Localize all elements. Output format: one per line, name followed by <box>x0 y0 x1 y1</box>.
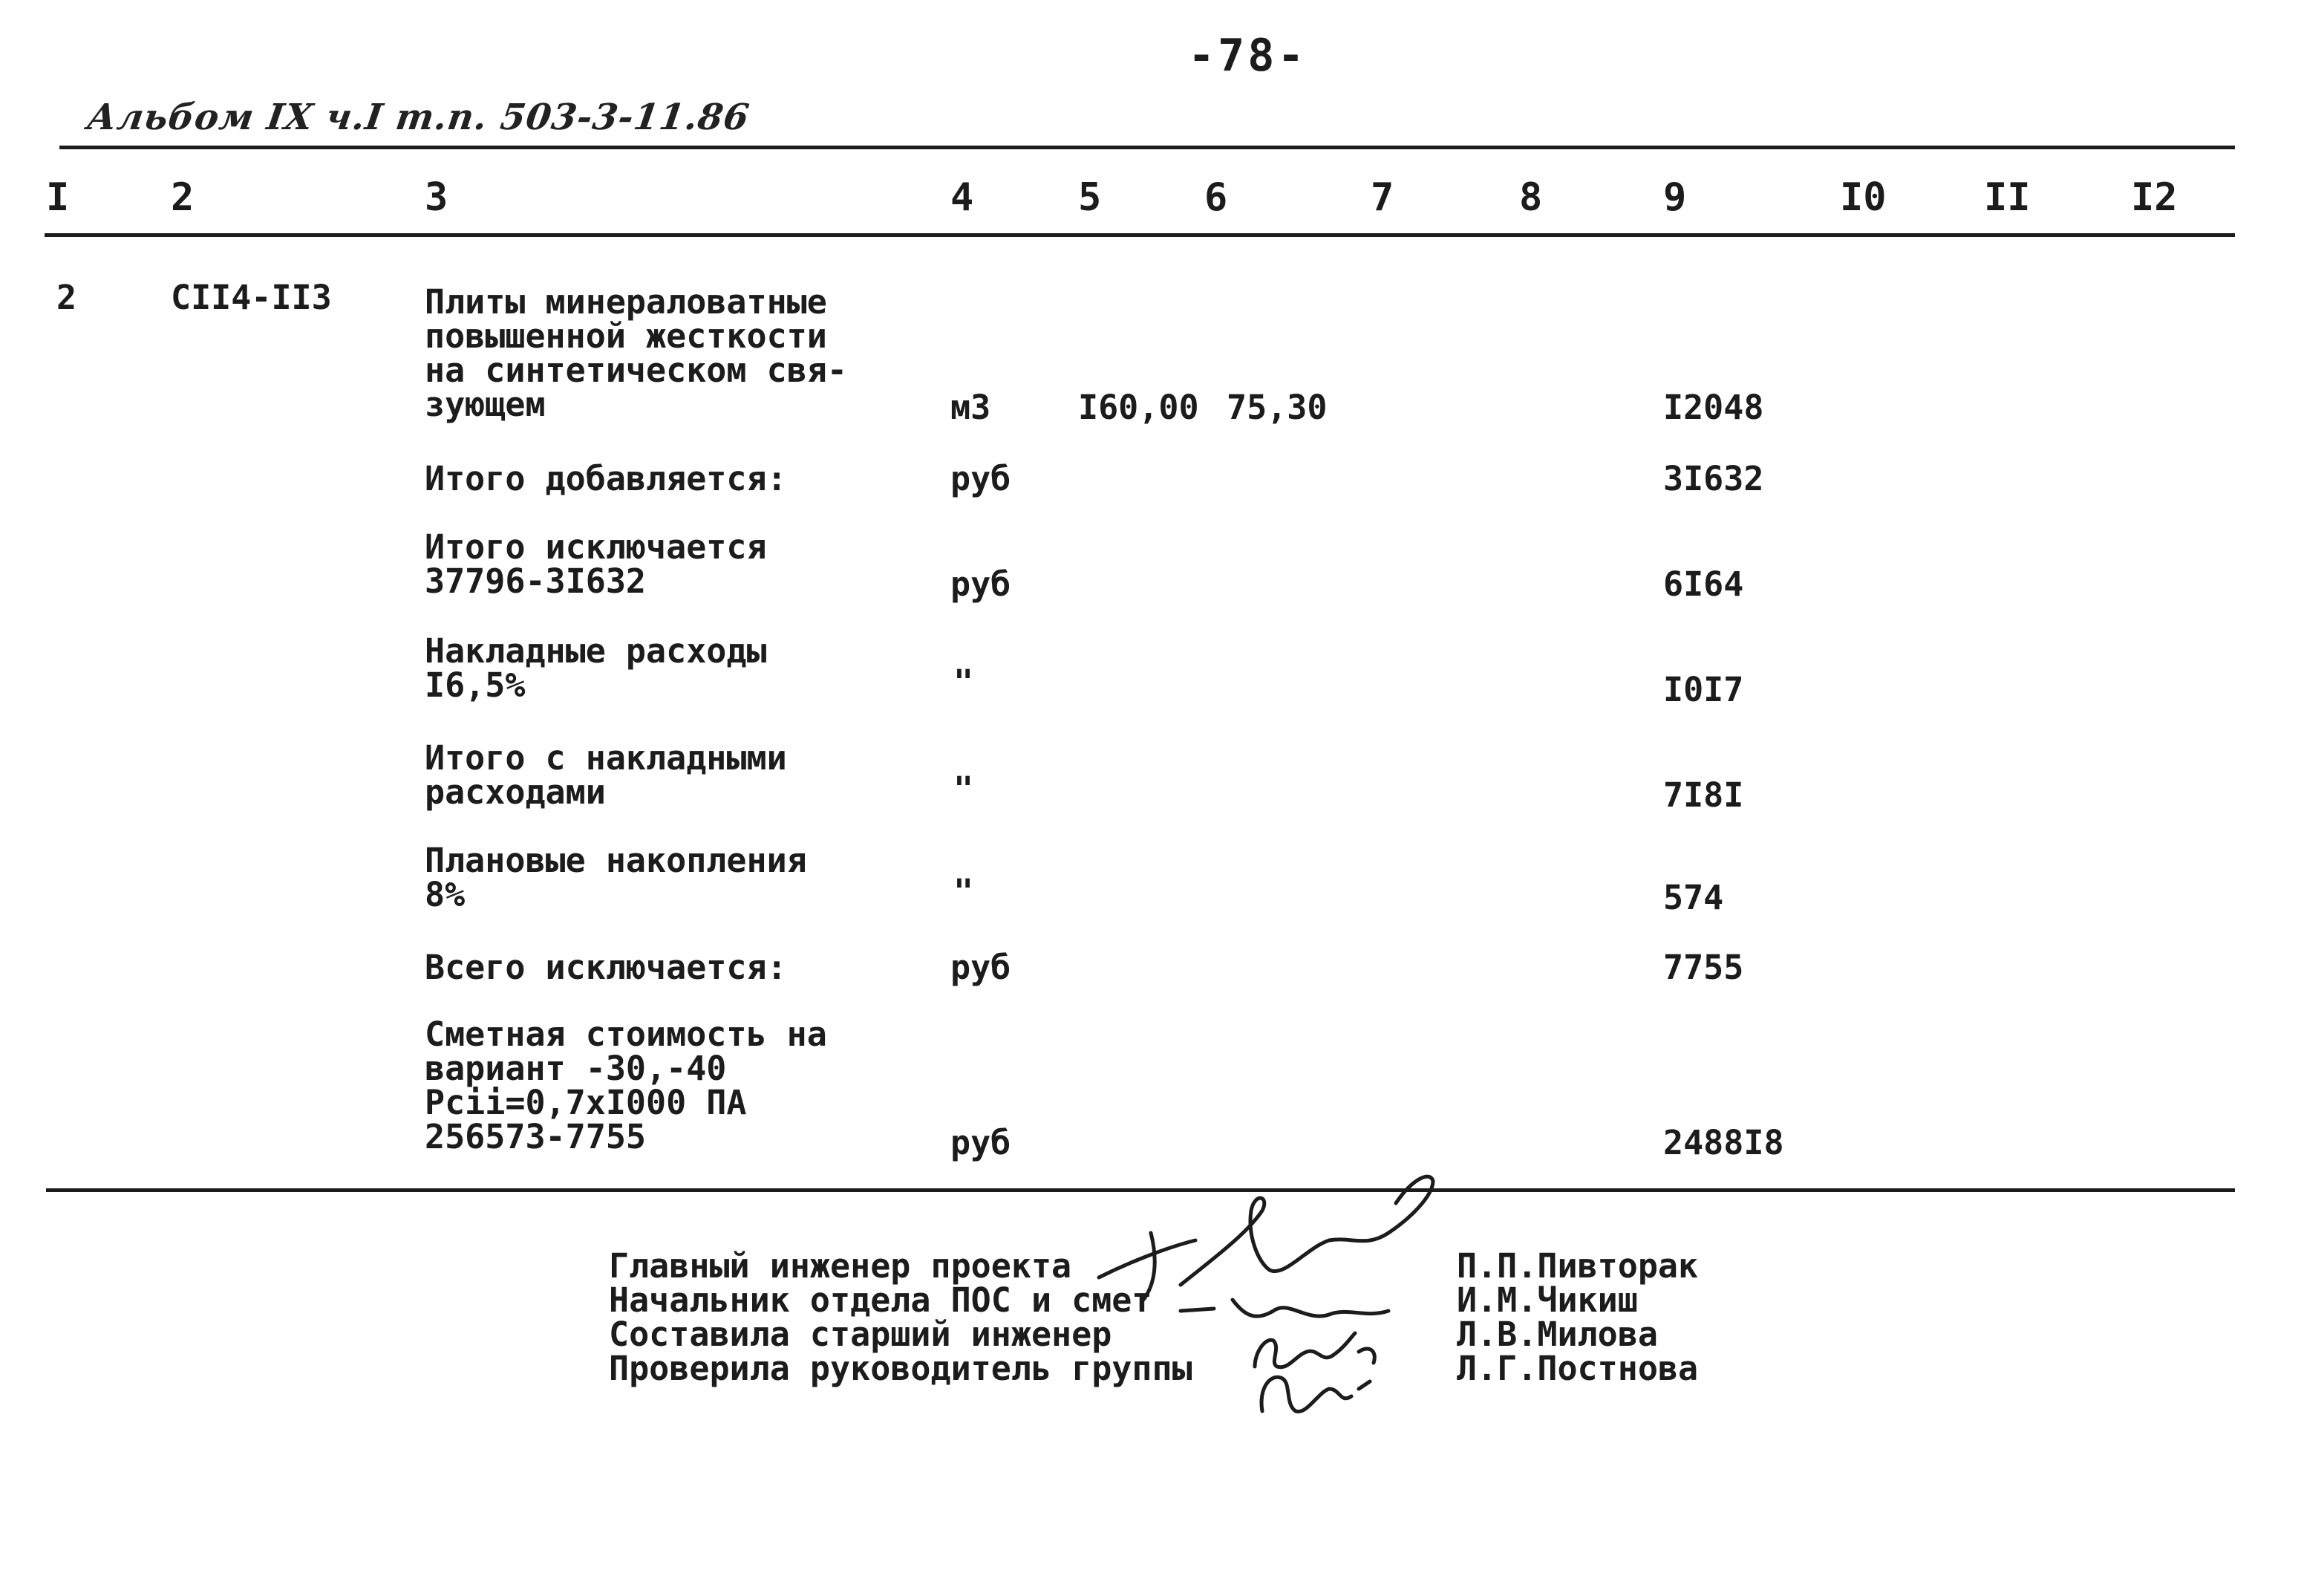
column-header: II <box>1984 175 2031 220</box>
row-unit: " <box>953 662 974 702</box>
row-unit: руб <box>950 948 1011 987</box>
row-unit: руб <box>950 564 1011 604</box>
item-code: CII4-II3 <box>171 278 332 317</box>
column-header: 6 <box>1204 175 1228 220</box>
column-header: 7 <box>1371 175 1394 220</box>
column-header: 4 <box>950 175 974 220</box>
row-label: Плановые накопления 8% <box>425 841 807 914</box>
column-header: I <box>46 175 70 220</box>
top-rule <box>59 146 2235 149</box>
row-value: I0I7 <box>1663 670 1744 709</box>
album-code: Альбом IX ч.I т.п. 503-3-11.86 <box>85 97 753 138</box>
row-value: 7755 <box>1663 948 1744 987</box>
signature-scribble <box>1084 1166 1455 1433</box>
column-header: 3 <box>425 175 448 220</box>
row-label: Накладные расходы I6,5% <box>425 631 767 705</box>
signatory-names: П.П.Пивторак И.М.Чикиш Л.В.Милова Л.Г.Постнова <box>1457 1246 1699 1388</box>
row-number: 2 <box>56 278 77 317</box>
signatory-titles: Главный инженер проекта Начальник отдела ПОС и смет Составила старший инженер Проверила руководитель группы <box>609 1246 1192 1388</box>
row-label: Всего исключается: <box>425 948 787 987</box>
row-label: Итого добавляется: <box>425 459 787 498</box>
row-value: 574 <box>1663 878 1724 917</box>
column-header: 2 <box>171 175 195 220</box>
column-header: 5 <box>1078 175 1102 220</box>
row-unit: руб <box>950 1123 1011 1162</box>
row-value: 6I64 <box>1663 564 1744 604</box>
row-label: Итого исключается 37796-3I632 <box>425 527 767 601</box>
item-price: 75,30 <box>1227 388 1328 427</box>
item-unit: м3 <box>950 388 991 427</box>
item-total: I2048 <box>1663 388 1764 427</box>
column-header: 9 <box>1663 175 1687 220</box>
row-label: Сметная стоимость на вариант -30,-40 Pcii=0,7xI000 ПА 256573-7755 <box>425 1015 827 1156</box>
item-name: Плиты минераловатные повышенной жесткости на синтетическом свя- зующем <box>425 282 847 424</box>
row-value: 2488I8 <box>1663 1123 1784 1162</box>
column-header: I0 <box>1840 175 1887 220</box>
column-header: I2 <box>2131 175 2178 220</box>
page-number: -78- <box>1188 30 1308 82</box>
row-value: 7I8I <box>1663 775 1744 815</box>
row-unit: " <box>953 769 974 809</box>
item-quantity: I60,00 <box>1078 388 1199 427</box>
row-value: 3I632 <box>1663 459 1764 498</box>
header-rule <box>45 233 2235 237</box>
row-label: Итого с накладными расходами <box>425 738 787 812</box>
row-unit: " <box>953 872 974 911</box>
row-unit: руб <box>950 459 1011 498</box>
column-header: 8 <box>1519 175 1543 220</box>
